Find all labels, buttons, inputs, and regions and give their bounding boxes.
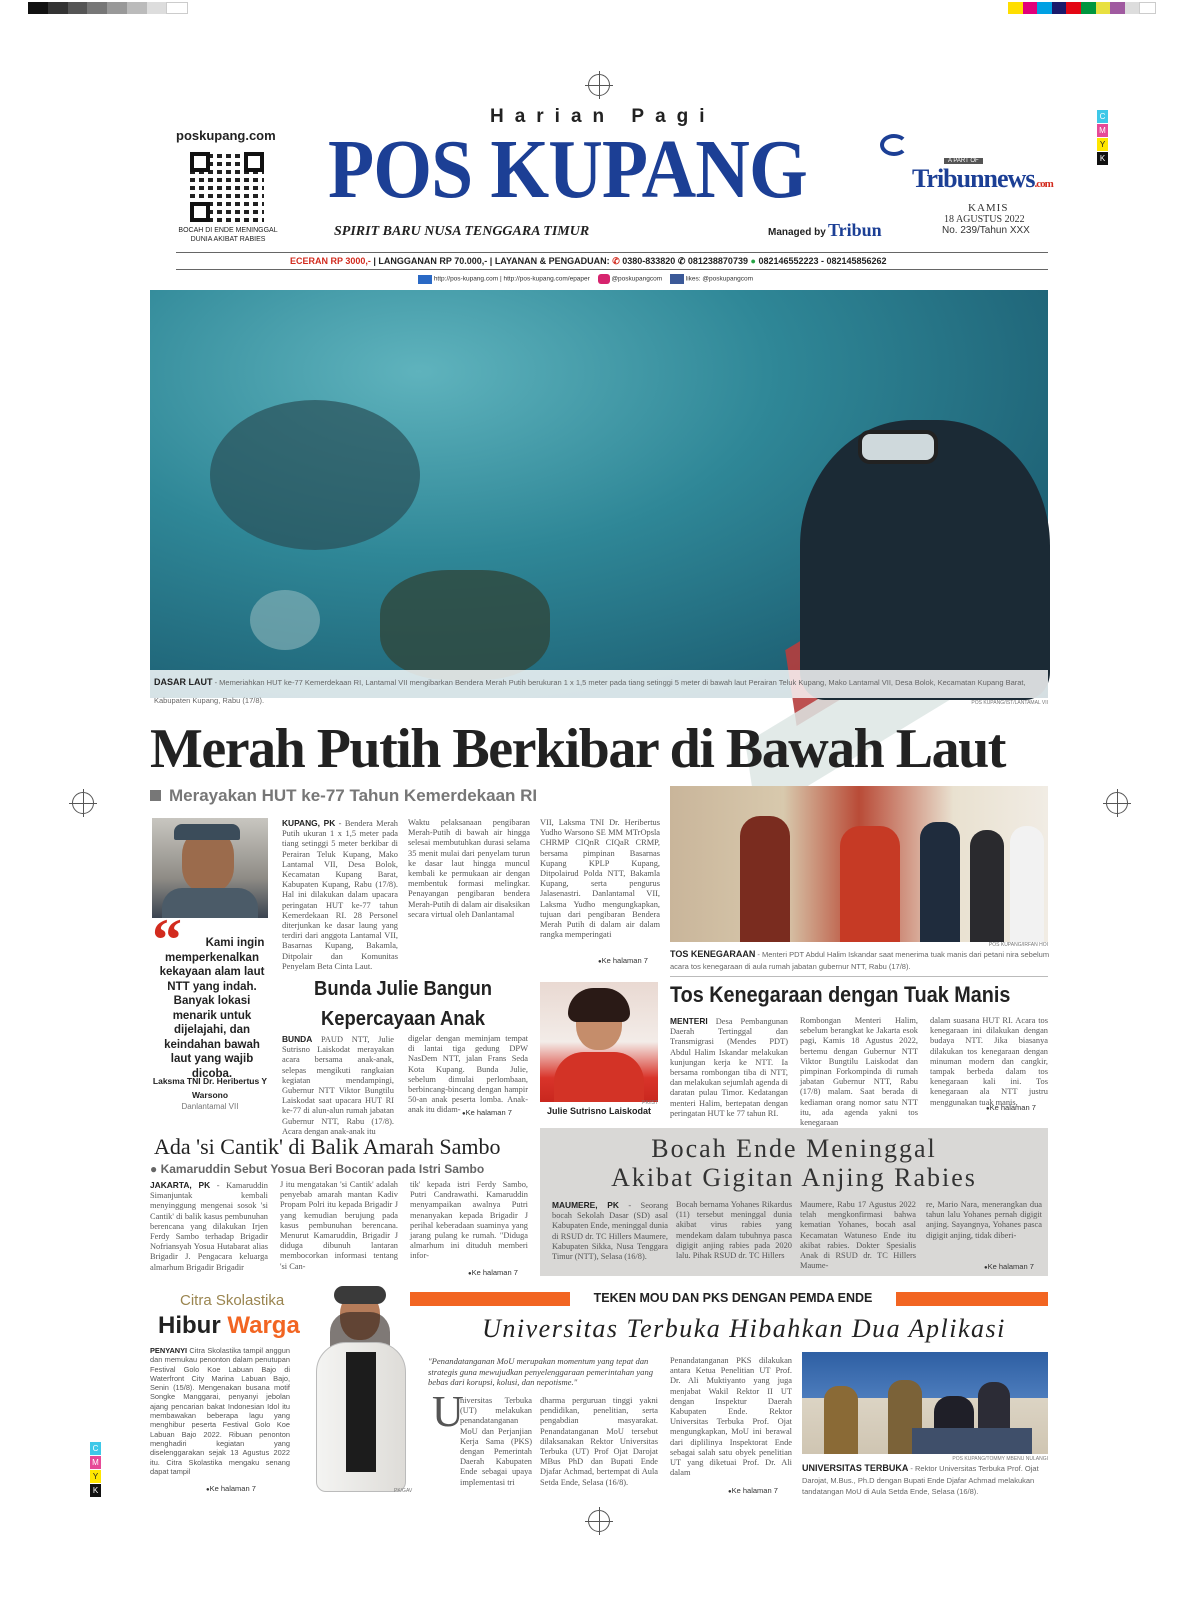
bunda-more-link[interactable]: ● Ke halaman 7 bbox=[462, 1108, 512, 1117]
person-figure bbox=[970, 830, 1004, 942]
citra-photo[interactable] bbox=[294, 1282, 424, 1498]
tos-photo[interactable] bbox=[670, 786, 1048, 942]
bunda-headline[interactable]: Bunda Julie Bangun Kepercayaan Anak bbox=[314, 978, 492, 1030]
ut-col2: dharma perguruan tinggi yakni pendidikan, penelitian, serta pengabdian masyarakat. Penandatanganan MoU tersebut dilaksanakan Rektor Universitas Terbuka (UT) Prof Ojat Darojat MBus PhD dan Bupati Ende Djafar Achmad, bertempat di Aula Setda Ende, Selasa (16/8). bbox=[540, 1396, 658, 1487]
price-eceran: ECERAN RP 3000,- bbox=[290, 256, 371, 266]
main-pullquote: Kami ingin memperkenalkan kekayaan alam laut NTT yang indah. Banyak lokasi menarik untuk dijelajahi, dan keindahan bawah laut yang wajib dicoba. bbox=[159, 937, 265, 1080]
social-bar: http://pos-kupang.com | http://pos-kupang.com/epaper @poskupangcom likes: @poskupangcom bbox=[418, 274, 753, 284]
phone-3[interactable]: 082146552223 - 082145856262 bbox=[758, 256, 887, 266]
ut-pullquote: "Penandatanganan MoU merupakan momentum yang tepat dan strategis guna mewujudkan penyelenggaraan pemerintahan yang bebas dari korupsi, kolusi, dan nepotisme." bbox=[428, 1356, 654, 1387]
bunda-photo-name: Julie Sutrisno Laiskodat bbox=[546, 1106, 652, 1116]
sambo-col1 bbox=[150, 1180, 268, 1272]
bunda-photo[interactable] bbox=[540, 982, 658, 1102]
ut-kicker-bar-right bbox=[896, 1292, 1048, 1306]
main-headline[interactable]: Merah Putih Berkibar di Bawah Laut bbox=[150, 718, 1005, 780]
quote-name: Laksma TNI Dr. Heribertus Y Warsono bbox=[152, 1076, 268, 1100]
person-figure bbox=[920, 822, 960, 942]
website-label[interactable]: poskupang.com bbox=[176, 128, 276, 143]
sambo-dateline: JAKARTA, PK bbox=[150, 1180, 211, 1190]
layanan-label: LAYANAN & PENGADUAN: bbox=[494, 256, 610, 266]
main-story-col2: Waktu pelaksanaan pengibaran Merah-Putih di bawah air hingga selesai membutuhkan durasi selama 35 menit mulai dari penyelam turun ke dasar laut hingga muncul kembali ke permukaan air dengan membentuk formasi melingkar. Penayangan pengibaran bendera Merah-Putih di dalam air disaksikan secara virtual oleh Danlantamal bbox=[408, 818, 530, 919]
person-figure bbox=[740, 816, 790, 942]
network-suffix: .com bbox=[1034, 178, 1053, 190]
whatsapp-icon: ● bbox=[750, 256, 756, 266]
main-story-col1-text: - Bendera Merah Putih ukuran 1 x 1,5 meter pada tiang setinggi 5 meter berkibar di Perairan Teluk Kupang, Mako Lantamal VII, Desa Bolok, Kecamatan Kupang Barat, Kabupaten Kupang, Rabu (17/8). Hal ini dilakukan dalam upacara peringatan HUT ke-77 tahun Kemerdekaan RI. 28 Personel diterjunkan ke dasar laung yang terdiri dari anggota Lantamal VII, Basarnas Kupang, Bakamla, Ditpolair dan Komunitas Penyelam Beta Cinta Laut. bbox=[282, 819, 398, 971]
edition-issue: No. 239/Tahun XXX bbox=[942, 225, 1030, 236]
registration-mark-icon bbox=[588, 1510, 610, 1532]
tos-rule bbox=[670, 976, 1048, 977]
ut-col3: Penandatanganan PKS dilakukan antara Ketua Penelitian UT Prof. Dr. Ali Muktiyanto yang juga menjabat Wakil Rektor II UT dengan Inspektur Daerah Kabupaten Ende. Rektor Universitas Terbuka Prof. Ojat mengungkapkan, MoU ini berawal dari diplilinya Inspektorat Ende sebagai salah satu obyek penelitian UT yang diketuai Prof. Dr. Ali dalam bbox=[670, 1356, 792, 1478]
rabies-more-link[interactable]: ● Ke halaman 7 bbox=[984, 1262, 1034, 1271]
price-bar-rule bbox=[176, 252, 1048, 253]
quote-portrait bbox=[152, 818, 268, 918]
square-bullet-icon bbox=[150, 790, 161, 801]
qr-caption: BOCAH DI ENDE MENINGGAL DUNIA AKIBAT RABIES bbox=[178, 227, 278, 243]
phone-icon: ✆ bbox=[612, 256, 620, 266]
tos-headline[interactable]: Tos Kenegaraan dengan Tuak Manis bbox=[670, 982, 1011, 1007]
cmyk-c: C bbox=[90, 1442, 101, 1455]
instagram-icon bbox=[598, 274, 610, 284]
ut-caption bbox=[802, 1462, 1050, 1497]
citra-headline[interactable] bbox=[158, 1312, 300, 1340]
qr-code-icon[interactable] bbox=[190, 152, 264, 222]
masthead-kicker: Harian Pagi bbox=[490, 106, 716, 127]
hero-caption: - Memeriahkan HUT ke-77 Kemerdekaan RI, Lantamal VII mengibarkan Bendera Merah Putih berukuran 1 x 1,5 meter pada tiang setinggi 5 meter di bawah laut Perairan Teluk Kupang, Mako Lantamal VII, Desa Bolok, Kecamatan Kupang Barat, Kabupaten Kupang, Rabu (17/8). bbox=[154, 678, 1026, 705]
bunda-lead: BUNDA bbox=[282, 1034, 313, 1044]
registration-color-bar bbox=[1008, 2, 1156, 14]
phone-1[interactable]: 0380-833820 bbox=[622, 256, 676, 266]
registration-mark-icon bbox=[588, 74, 610, 96]
sambo-col3: tik' kepada istri Ferdy Sambo, Putri Candrawathi. Kamaruddin menyampaikan awalnya Putri menanyakan kepada Brigadir J perihal keberadaan suaminya yang jarang pulang ke rumah. "Diduga almarhum ini dituduh memberi infor- bbox=[410, 1180, 528, 1261]
managed-brand-logo: Tribun bbox=[828, 220, 882, 240]
ut-kicker: TEKEN MOU DAN PKS DENGAN PEMDA ENDE bbox=[593, 1291, 873, 1305]
person-figure bbox=[840, 826, 900, 942]
citra-lead: PENYANYI bbox=[150, 1346, 188, 1355]
tos-lead: MENTERI bbox=[670, 1016, 708, 1026]
tos-more-link[interactable]: ● Ke halaman 7 bbox=[986, 1103, 1036, 1112]
citra-more-link[interactable]: ● Ke halaman 7 bbox=[206, 1484, 256, 1493]
cmyk-y: Y bbox=[90, 1470, 101, 1483]
quote-mark-icon: “ bbox=[152, 907, 182, 973]
part-of-label: A PART OF bbox=[944, 158, 983, 164]
cmyk-k: K bbox=[1097, 152, 1108, 165]
sambo-more-link[interactable]: ● Ke halaman 7 bbox=[468, 1268, 518, 1277]
cmyk-k: K bbox=[90, 1484, 101, 1497]
price-bar-rule-bottom bbox=[176, 269, 1048, 270]
registration-grey-bar bbox=[28, 2, 188, 14]
rabies-col1 bbox=[552, 1200, 668, 1270]
cmyk-m: M bbox=[1097, 124, 1108, 137]
rabies-dateline: MAUMERE, PK bbox=[552, 1200, 619, 1210]
cmyk-c: C bbox=[1097, 110, 1108, 123]
ut-headline[interactable]: Universitas Terbuka Hibahkan Dua Aplikasi bbox=[482, 1314, 1006, 1343]
ut-photo[interactable] bbox=[802, 1352, 1048, 1454]
network-logo[interactable] bbox=[912, 164, 1053, 194]
tos-col3: dalam suasana HUT RI. Acara tos kenegaraan ini dilakukan dengan budaya NTT. Jika biasanya dilakukan tos kenegaraan dengan minuman modern dan cangkir, tampak berbeda dalam tos kenegaraan kali ini. Tos kenegaraan ala NTT justru menggunakan tuak manis, bbox=[930, 1016, 1048, 1107]
sambo-subheadline bbox=[150, 1162, 484, 1176]
masthead-tagline: SPIRIT BARU NUSA TENGGARA TIMUR bbox=[334, 224, 590, 239]
rabies-headline-line1: Bocah Ende Meninggal bbox=[651, 1134, 937, 1163]
web-icon bbox=[418, 275, 432, 284]
facebook-link[interactable]: likes: @poskupangcom bbox=[685, 275, 754, 283]
rabies-col1-text: - Seorang bocah Sekolah Dasar (SD) asal Kabupaten Ende, meninggal dunia di RSUD dr. TC Hillers Maumere, Kabupaten Sikka, Nusa Tenggara Timur (NTT), Selasa (16/8). bbox=[552, 1201, 669, 1262]
registration-mark-icon bbox=[72, 792, 94, 814]
masthead-title: POS KUPANG bbox=[328, 123, 807, 216]
citra-headline-b: Warga bbox=[227, 1312, 300, 1339]
main-subheadline bbox=[150, 786, 537, 806]
citra-body-text: Citra Skolastika tampil anggun dan memukau penonton dalam penutupan Festival Golo Koe Labuan Bajo di Waterfront City Marina Labuan Bajo, Senin (15/8). Mengenakan busana motif Songke Manggarai, penyanyi jebolan ajang pencarian bakat Indonesian Idol itu membawakan beberapa lagu yang menghibur peserta Festival Golo Koe Labuan Bajo 2022. Ribuan penonton menghadiri kegiatan yang diselenggarakan sejak 13 Agustus 2022 itu. Citra Skolastika mengaku senang dapat tampil bbox=[150, 1346, 290, 1476]
bunda-col2: digelar dengan meminjam tempat di lantai tiga gedung DPW NasDem NTT, jalan Frans Seda Kota Kupang. Bunda Julie, sebelum dimulai perlombaan, berbincang-bincang dengan hampir 50-an anak peserta lomba. Anak-anak itu didam- bbox=[408, 1034, 528, 1115]
coral bbox=[250, 590, 320, 650]
rabies-col3: Maumere, Rabu 17 Agustus 2022 telah mengkonfirmasi bahwa kematian Yohanes, bocah asal Kecamatan Watuneso Ende itu akibat rabies. Dokter Spesialis Anak di RSUD dr. TC Hillers Maume- bbox=[800, 1200, 916, 1271]
rabies-col2: Bocah bernama Yohanes Rikardus (11) tersebut meninggal dunia akibat virus rabies yang mendekam dalam tubuhnya pasca digigit anjing rabies pada 2020 lalu. Pihak RSUD dr. TC Hillers bbox=[676, 1200, 792, 1261]
cmyk-m: M bbox=[90, 1456, 101, 1469]
facebook-icon bbox=[670, 274, 684, 284]
main-subheadline-text: Merayakan HUT ke-77 Tahun Kemerdekaan RI bbox=[169, 786, 538, 805]
ut-col1: niversitas Terbuka (UT) melakukan penandatanganan MoU dan Perjanjian Kerja Sama (PKS) dengan Pemerintah Daerah Kabupaten Ende sebagai upaya implementasi tri bbox=[460, 1396, 532, 1487]
tos-col2: Rombongan Menteri Halim, sebelum berangkat ke Jakarta esok pagi, Kamis 18 Agustus 2022, bertemu dengan Gubernur NTT Viktor Bungtilu Laiskodat dan pimpinan Forkompinda di rumah jabatan Gubernur NTT, Rabu (17/8) malam. Saat berada di kediaman orang nomor satu NTT itu, ada agenda yakni tos kenegaraan bbox=[800, 1016, 918, 1128]
sambo-col2: J itu mengatakan 'si Cantik' adalah penyebab amarah mantan Kadiv Propam Polri itu kepada Brigadir J yang kemudian berujung pada kasus pembunuhan berencana. Menurut Kamaruddin, Brigadir J diduga dibunuh lantaran membocorkan informasi tentang 'si Can- bbox=[280, 1180, 398, 1271]
ut-dropcap: U bbox=[432, 1387, 464, 1436]
quote-role: Danlantamal VII bbox=[181, 1102, 239, 1111]
tos-photo-credit: POS KUPANG/IRFAN HOI bbox=[988, 942, 1048, 948]
cmyk-y: Y bbox=[1097, 138, 1108, 151]
ut-kicker-bar-left bbox=[410, 1292, 570, 1306]
sambo-subheadline-text: Kamaruddin Sebut Yosua Beri Bocoran pada Istri Sambo bbox=[160, 1162, 485, 1176]
hero-credit: POS KUPANG/IST/LANTAMAL VII bbox=[971, 700, 1048, 706]
edition-date: 18 AGUSTUS 2022 bbox=[944, 214, 1025, 225]
main-story-col3: VII, Laksma TNI Dr. Heribertus Yudho Warsono SE MM MTrOpsla CHRMP CIQnR CIQaR CRMP, bersama pimpinan Basarnas Kupang KPLP Kupang, Ditpolairud Polda NTT, Bakamla Kupang, serta pengurus Jalasenastri. Danlantamal VII, Laksma Yudho mengungkapkan, tujuan dari pengibaran Bendera Merah Putih di dalam air dalam rangka memperingati bbox=[540, 818, 660, 940]
main-story-col1 bbox=[282, 818, 398, 971]
person-figure bbox=[1010, 826, 1044, 942]
tos-col1-text: Desa Pembangunan Daerah Tertinggal dan Transmigrasi (Mendes PDT) Abdul Halim Iskandar melakukan kunjungan kerja ke NTT. Ia bersama rombongan tiba di NTT, dan melakukan sejumlah agenda di daratan pulau Timor. Kedatangan menteri Halim, bertepatan dengan peringatan HUT ke 77 tahun RI. bbox=[670, 1017, 788, 1118]
tos-caption bbox=[670, 948, 1050, 971]
diver-left bbox=[210, 400, 420, 550]
ut-photo-credit: POS KUPANG/TOMMY MBENU NULANGI bbox=[952, 1456, 1048, 1462]
citra-headline-a: Hibur bbox=[158, 1312, 221, 1339]
bullet-icon: ● bbox=[150, 1162, 158, 1176]
signing-table bbox=[912, 1428, 1032, 1454]
citra-name: Citra Skolastika bbox=[180, 1292, 285, 1309]
tos-caption-text: - Menteri PDT Abdul Halim Iskandar saat menerima tuak manis dari petani nira sebelum acara tos kenegaraan di aula rumah jabatan gubernur NTT, Rabu (17/8). bbox=[670, 950, 1050, 971]
price-langganan: LANGGANAN RP 70.000,- bbox=[378, 256, 488, 266]
rabies-headline-line2: Akibat Gigitan Anjing Rabies bbox=[611, 1163, 977, 1192]
registration-mark-icon bbox=[1106, 792, 1128, 814]
main-dateline: KUPANG, PK bbox=[282, 818, 336, 828]
instagram-link[interactable]: @poskupangcom bbox=[611, 275, 663, 283]
web-link[interactable]: http://pos-kupang.com bbox=[433, 275, 499, 283]
ut-caption-text: - Rektor Universitas Terbuka Prof. Ojat Darojat, M.Bus., Ph.D dengan Bupati Ende Djafar Achmad melakukan tandatangan MoU di Aula Setda Ende, Selasa (16/8). bbox=[802, 1464, 1039, 1496]
managed-by-label: Managed by bbox=[768, 227, 826, 238]
sambo-headline[interactable]: Ada 'si Cantik' di Balik Amarah Sambo bbox=[154, 1134, 501, 1159]
sambo-col1-text: - Kamaruddin Simanjuntak kembali menyinggung mengenai sosok 'si Cantik' di balik kasus pembunuhan berencana yang dilakukan Irjen Ferdy Sambo terhadap Brigadir Nofriansyah Yosua Hutabarat alias Brigadir J. Pengacara keluarga almarhum Brigadir Brigadir bbox=[150, 1181, 268, 1272]
cmyk-strip-bottom bbox=[90, 1442, 101, 1498]
masthead-swirl-icon bbox=[880, 134, 908, 156]
hero-photo[interactable] bbox=[150, 290, 1048, 698]
tos-caption-title: TOS KENEGARAAN bbox=[670, 949, 756, 959]
diver-mask bbox=[858, 430, 938, 464]
citra-photo-credit: PK/GAV bbox=[394, 1488, 413, 1494]
network-brand: Tribunnews bbox=[912, 164, 1035, 193]
ut-more-link[interactable]: ● Ke halaman 7 bbox=[728, 1486, 778, 1495]
bunda-photo-credit: PK/IST bbox=[642, 1100, 658, 1106]
price-bar: ECERAN RP 3000,- | LANGGANAN RP 70.000,- | LAYANAN & PENGADUAN: ✆ 0380-833820 ✆ 081238870739 ● 082146552223 - 082145856262 bbox=[290, 256, 887, 266]
main-story-more-link[interactable]: ● Ke halaman 7 bbox=[598, 956, 648, 965]
bunda-col1-text: PAUD NTT, Julie Sutrisno Laiskodat merayakan acara bersama anak-anak, selepas mengikuti rangkaian kegiatan mendampingi, Gubernur NTT Viktor Bungtilu Laiskodat saat upacara HUT RI ke-77 di alun-alun rumah jabatan Gubernur NTT, Rabu (17/8). Acara dengan anak-anak itu bbox=[282, 1035, 394, 1136]
ut-caption-title: UNIVERSITAS TERBUKA bbox=[802, 1463, 909, 1473]
edition-day: KAMIS bbox=[968, 202, 1009, 214]
phone-icon: ✆ bbox=[677, 256, 686, 266]
rabies-col4: re, Mario Nara, menerangkan dua tahun lalu Yohanes pernah digigit anjing. Sayangnya, Yohanes pasca digigit anjing, tidak diberi- bbox=[926, 1200, 1042, 1240]
diver-center bbox=[380, 570, 550, 680]
tos-col1 bbox=[670, 1016, 788, 1118]
rabies-headline[interactable] bbox=[540, 1134, 1048, 1192]
hero-caption-title: DASAR LAUT bbox=[154, 677, 213, 687]
person-figure bbox=[824, 1386, 858, 1454]
epaper-link[interactable]: http://pos-kupang.com/epaper bbox=[503, 275, 590, 283]
phone-2[interactable]: 081238870739 bbox=[687, 256, 748, 266]
citra-body bbox=[150, 1346, 290, 1474]
bunda-col1 bbox=[282, 1034, 394, 1136]
cmyk-strip-top bbox=[1097, 110, 1108, 166]
